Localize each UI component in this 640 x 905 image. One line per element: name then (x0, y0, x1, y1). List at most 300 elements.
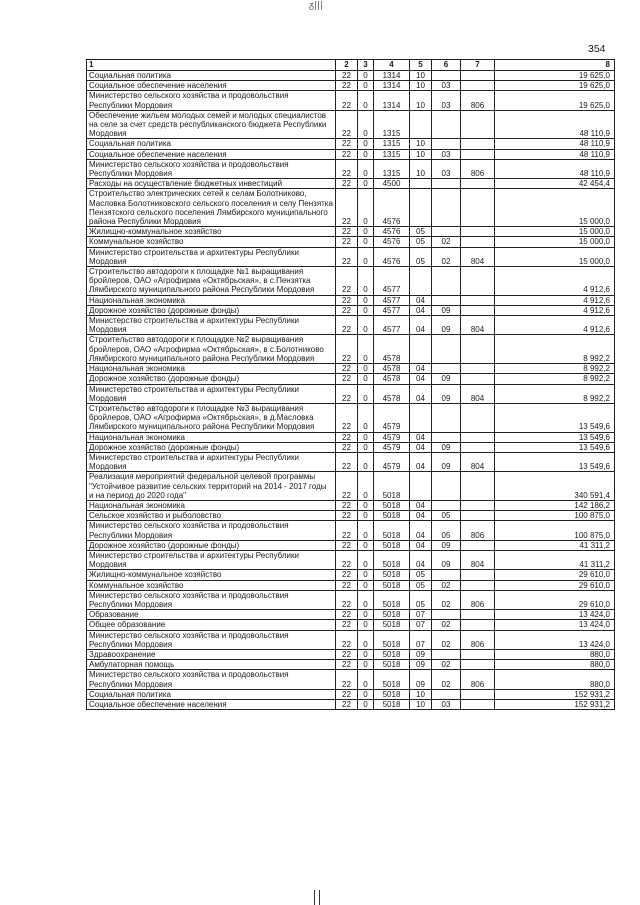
chapter-cell: 04 (410, 364, 432, 374)
amount-cell: 15 000,0 (495, 237, 615, 247)
table-row (87, 452, 615, 471)
section-code-cell: 22 (336, 500, 358, 510)
header-cell: 2 (336, 60, 358, 71)
target-article-cell: 4500 (374, 179, 410, 189)
subsection-code-cell: 0 (358, 316, 374, 335)
name-cell: Строительство автодороги к площадке №1 выращивания бройлеров, ОАО «Агрофирма «Октябрьская», в с.Пензятка Лямбирского муниципального района Республики Мордовия (87, 267, 336, 296)
table-row (87, 179, 615, 189)
header-cell: 6 (432, 60, 461, 71)
subchapter-cell (432, 295, 461, 305)
chapter-cell: 05 (410, 237, 432, 247)
ministry-code-cell (461, 364, 495, 374)
subsection-code-cell: 0 (358, 689, 374, 699)
amount-cell: 142 186,2 (495, 500, 615, 510)
target-article-cell: 5018 (374, 570, 410, 580)
table-row (87, 237, 615, 247)
top-page-mark: ᵹ||| (309, 1, 324, 11)
table-row (87, 335, 615, 364)
chapter-cell: 04 (410, 305, 432, 315)
section-code-cell: 22 (336, 580, 358, 590)
subsection-code-cell: 0 (358, 110, 374, 139)
subchapter-cell (432, 335, 461, 364)
subsection-code-cell: 0 (358, 81, 374, 91)
target-article-cell: 4576 (374, 189, 410, 227)
table-body (87, 71, 615, 710)
amount-cell: 15 000,0 (495, 227, 615, 237)
subchapter-cell (432, 610, 461, 620)
table-row (87, 384, 615, 403)
name-cell: Министерство строительства и архитектуры Республики Мордовия (87, 550, 336, 569)
header-cell: 8 (495, 60, 615, 71)
amount-cell: 29 610,0 (495, 580, 615, 590)
table-row (87, 403, 615, 432)
section-code-cell: 22 (336, 670, 358, 689)
subchapter-cell (432, 649, 461, 659)
subsection-code-cell: 0 (358, 179, 374, 189)
section-code-cell: 22 (336, 689, 358, 699)
chapter-cell: 04 (410, 540, 432, 550)
section-code-cell: 22 (336, 540, 358, 550)
amount-cell: 19 625,0 (495, 81, 615, 91)
subchapter-cell: 09 (432, 452, 461, 471)
amount-cell: 340 591,4 (495, 472, 615, 501)
amount-cell: 13 424,0 (495, 610, 615, 620)
subchapter-cell (432, 179, 461, 189)
target-article-cell: 5018 (374, 649, 410, 659)
ministry-code-cell (461, 511, 495, 521)
target-article-cell: 4576 (374, 227, 410, 237)
subsection-code-cell: 0 (358, 227, 374, 237)
subsection-code-cell: 0 (358, 432, 374, 442)
amount-cell: 13 549,6 (495, 403, 615, 432)
table-row (87, 149, 615, 159)
subchapter-cell (432, 570, 461, 580)
ministry-code-cell: 804 (461, 452, 495, 471)
table-row (87, 71, 615, 81)
target-article-cell: 1314 (374, 91, 410, 110)
name-cell: Социальная политика (87, 139, 336, 149)
table-row (87, 630, 615, 649)
chapter-cell: 04 (410, 442, 432, 452)
target-article-cell: 5018 (374, 540, 410, 550)
subsection-code-cell: 0 (358, 442, 374, 452)
subchapter-cell: 09 (432, 316, 461, 335)
table-row (87, 660, 615, 670)
subchapter-cell: 09 (432, 384, 461, 403)
amount-cell: 4 912,6 (495, 305, 615, 315)
chapter-cell: 05 (410, 570, 432, 580)
table-row (87, 91, 615, 110)
amount-cell: 41 311,2 (495, 540, 615, 550)
name-cell: Строительство электрических сетей к селам Болотниково, Масловка Болотниковского сельского поселения и селу Пензятка Пензятского сельского поселения Лямбирского муниципального района Республики Мордовия (87, 189, 336, 227)
subsection-code-cell: 0 (358, 267, 374, 296)
table-row (87, 374, 615, 384)
target-article-cell: 5018 (374, 590, 410, 609)
name-cell: Дорожное хозяйство (дорожные фонды) (87, 442, 336, 452)
table-row (87, 580, 615, 590)
subsection-code-cell: 0 (358, 580, 374, 590)
ministry-code-cell (461, 442, 495, 452)
name-cell: Здравоохранение (87, 649, 336, 659)
ministry-code-cell (461, 610, 495, 620)
section-code-cell: 22 (336, 189, 358, 227)
ministry-code-cell: 806 (461, 159, 495, 178)
amount-cell: 880,0 (495, 660, 615, 670)
section-code-cell: 22 (336, 403, 358, 432)
target-article-cell: 1314 (374, 81, 410, 91)
subsection-code-cell: 0 (358, 610, 374, 620)
subchapter-cell: 02 (432, 630, 461, 649)
amount-cell: 8 992,2 (495, 374, 615, 384)
name-cell: Национальная экономика (87, 364, 336, 374)
target-article-cell: 5018 (374, 610, 410, 620)
header-cell: 4 (374, 60, 410, 71)
ministry-code-cell (461, 237, 495, 247)
table-header (87, 60, 615, 71)
subchapter-cell: 02 (432, 580, 461, 590)
table-row (87, 432, 615, 442)
chapter-cell: 07 (410, 610, 432, 620)
amount-cell: 29 610,0 (495, 570, 615, 580)
section-code-cell: 22 (336, 660, 358, 670)
subchapter-cell: 03 (432, 700, 461, 710)
subchapter-cell (432, 432, 461, 442)
name-cell: Министерство сельского хозяйства и продовольствия Республики Мордовия (87, 630, 336, 649)
chapter-cell: 10 (410, 159, 432, 178)
name-cell: Министерство сельского хозяйства и продовольствия Республики Мордовия (87, 521, 336, 540)
subsection-code-cell: 0 (358, 540, 374, 550)
table-row (87, 689, 615, 699)
page-number: 354 (588, 43, 606, 55)
subchapter-cell (432, 71, 461, 81)
subchapter-cell: 02 (432, 237, 461, 247)
name-cell: Образование (87, 610, 336, 620)
table-row (87, 610, 615, 620)
subchapter-cell: 09 (432, 550, 461, 569)
subchapter-cell: 05 (432, 521, 461, 540)
section-code-cell: 22 (336, 590, 358, 609)
subsection-code-cell: 0 (358, 91, 374, 110)
subsection-code-cell: 0 (358, 384, 374, 403)
table-header-row (87, 60, 615, 71)
target-article-cell: 4577 (374, 316, 410, 335)
ministry-code-cell (461, 500, 495, 510)
target-article-cell: 5018 (374, 660, 410, 670)
chapter-cell: 04 (410, 452, 432, 471)
subsection-code-cell: 0 (358, 630, 374, 649)
amount-cell: 4 912,6 (495, 267, 615, 296)
ministry-code-cell (461, 149, 495, 159)
subchapter-cell: 03 (432, 91, 461, 110)
name-cell: Дорожное хозяйство (дорожные фонды) (87, 540, 336, 550)
chapter-cell: 05 (410, 247, 432, 266)
name-cell: Министерство сельского хозяйства и продовольствия Республики Мордовия (87, 159, 336, 178)
ministry-code-cell (461, 700, 495, 710)
ministry-code-cell (461, 227, 495, 237)
ministry-code-cell: 804 (461, 550, 495, 569)
section-code-cell: 22 (336, 649, 358, 659)
ministry-code-cell (461, 540, 495, 550)
section-code-cell: 22 (336, 570, 358, 580)
section-code-cell: 22 (336, 364, 358, 374)
chapter-cell: 04 (410, 384, 432, 403)
chapter-cell (410, 179, 432, 189)
name-cell: Социальная политика (87, 689, 336, 699)
subchapter-cell (432, 689, 461, 699)
section-code-cell: 22 (336, 305, 358, 315)
ministry-code-cell (461, 267, 495, 296)
subsection-code-cell: 0 (358, 649, 374, 659)
target-article-cell: 5018 (374, 511, 410, 521)
ministry-code-cell (461, 620, 495, 630)
section-code-cell: 22 (336, 550, 358, 569)
section-code-cell: 22 (336, 384, 358, 403)
table-row (87, 110, 615, 139)
target-article-cell: 4576 (374, 237, 410, 247)
target-article-cell: 4577 (374, 295, 410, 305)
chapter-cell: 10 (410, 149, 432, 159)
table-row (87, 442, 615, 452)
target-article-cell: 5018 (374, 670, 410, 689)
table-row (87, 364, 615, 374)
amount-cell: 880,0 (495, 649, 615, 659)
subsection-code-cell: 0 (358, 189, 374, 227)
subchapter-cell (432, 139, 461, 149)
subchapter-cell (432, 472, 461, 501)
name-cell: Национальная экономика (87, 432, 336, 442)
chapter-cell (410, 267, 432, 296)
chapter-cell: 04 (410, 511, 432, 521)
target-article-cell: 4578 (374, 384, 410, 403)
section-code-cell: 22 (336, 620, 358, 630)
section-code-cell: 22 (336, 81, 358, 91)
name-cell: Коммунальное хозяйство (87, 580, 336, 590)
name-cell: Жилищно-коммунальное хозяйство (87, 227, 336, 237)
ministry-code-cell: 806 (461, 670, 495, 689)
amount-cell: 13 424,0 (495, 620, 615, 630)
header-cell: 3 (358, 60, 374, 71)
ministry-code-cell (461, 295, 495, 305)
subsection-code-cell: 0 (358, 590, 374, 609)
subsection-code-cell: 0 (358, 500, 374, 510)
header-cell: 1 (87, 60, 336, 71)
subsection-code-cell: 0 (358, 71, 374, 81)
table-row (87, 590, 615, 609)
chapter-cell: 10 (410, 81, 432, 91)
target-article-cell: 1315 (374, 149, 410, 159)
ministry-code-cell (461, 403, 495, 432)
subsection-code-cell: 0 (358, 521, 374, 540)
chapter-cell: 07 (410, 620, 432, 630)
name-cell: Строительство автодороги к площадке №2 выращивания бройлеров, ОАО «Агрофирма «Октябрьская», в с.Болотниково Лямбирского муниципального района Республики Мордовия (87, 335, 336, 364)
section-code-cell: 22 (336, 149, 358, 159)
table-row (87, 670, 615, 689)
budget-table (86, 59, 615, 710)
subchapter-cell: 09 (432, 442, 461, 452)
name-cell: Общее образование (87, 620, 336, 630)
amount-cell: 48 110,9 (495, 139, 615, 149)
name-cell: Дорожное хозяйство (дорожные фонды) (87, 305, 336, 315)
name-cell: Дорожное хозяйство (дорожные фонды) (87, 374, 336, 384)
chapter-cell: 10 (410, 700, 432, 710)
subsection-code-cell: 0 (358, 374, 374, 384)
section-code-cell: 22 (336, 630, 358, 649)
subsection-code-cell: 0 (358, 295, 374, 305)
section-code-cell: 22 (336, 110, 358, 139)
chapter-cell: 04 (410, 521, 432, 540)
name-cell: Социальное обеспечение населения (87, 81, 336, 91)
name-cell: Министерство сельского хозяйства и продовольствия Республики Мордовия (87, 91, 336, 110)
name-cell: Жилищно-коммунальное хозяйство (87, 570, 336, 580)
amount-cell: 880,0 (495, 670, 615, 689)
section-code-cell: 22 (336, 610, 358, 620)
chapter-cell (410, 335, 432, 364)
subsection-code-cell: 0 (358, 247, 374, 266)
amount-cell: 8 992,2 (495, 384, 615, 403)
chapter-cell (410, 110, 432, 139)
subsection-code-cell: 0 (358, 660, 374, 670)
section-code-cell: 22 (336, 159, 358, 178)
section-code-cell: 22 (336, 374, 358, 384)
subchapter-cell: 02 (432, 620, 461, 630)
name-cell: Министерство строительства и архитектуры Республики Мордовия (87, 384, 336, 403)
table-row (87, 620, 615, 630)
section-code-cell: 22 (336, 511, 358, 521)
subsection-code-cell: 0 (358, 550, 374, 569)
subsection-code-cell: 0 (358, 452, 374, 471)
amount-cell: 19 625,0 (495, 91, 615, 110)
table-row (87, 511, 615, 521)
section-code-cell: 22 (336, 71, 358, 81)
chapter-cell (410, 472, 432, 501)
subchapter-cell: 03 (432, 149, 461, 159)
subchapter-cell: 05 (432, 511, 461, 521)
subchapter-cell (432, 500, 461, 510)
section-code-cell: 22 (336, 442, 358, 452)
amount-cell: 15 000,0 (495, 189, 615, 227)
target-article-cell: 4577 (374, 305, 410, 315)
target-article-cell: 4579 (374, 432, 410, 442)
section-code-cell: 22 (336, 139, 358, 149)
ministry-code-cell: 804 (461, 384, 495, 403)
target-article-cell: 5018 (374, 580, 410, 590)
chapter-cell: 04 (410, 374, 432, 384)
name-cell: Министерство строительства и архитектуры Республики Мордовия (87, 316, 336, 335)
header-cell: 7 (461, 60, 495, 71)
target-article-cell: 5018 (374, 550, 410, 569)
ministry-code-cell (461, 374, 495, 384)
amount-cell: 42 454,4 (495, 179, 615, 189)
target-article-cell: 4577 (374, 267, 410, 296)
chapter-cell: 10 (410, 139, 432, 149)
ministry-code-cell (461, 71, 495, 81)
target-article-cell: 5018 (374, 630, 410, 649)
ministry-code-cell: 806 (461, 521, 495, 540)
subchapter-cell: 09 (432, 374, 461, 384)
ministry-code-cell (461, 179, 495, 189)
amount-cell: 8 992,2 (495, 364, 615, 374)
subsection-code-cell: 0 (358, 670, 374, 689)
subchapter-cell (432, 227, 461, 237)
name-cell: Социальное обеспечение населения (87, 149, 336, 159)
header-cell: 5 (410, 60, 432, 71)
name-cell: Министерство строительства и архитектуры Республики Мордовия (87, 452, 336, 471)
chapter-cell: 09 (410, 660, 432, 670)
target-article-cell: 4579 (374, 442, 410, 452)
amount-cell: 152 931,2 (495, 689, 615, 699)
amount-cell: 8 992,2 (495, 335, 615, 364)
table-row (87, 316, 615, 335)
subsection-code-cell: 0 (358, 570, 374, 580)
chapter-cell: 04 (410, 432, 432, 442)
subsection-code-cell: 0 (358, 139, 374, 149)
subchapter-cell: 09 (432, 540, 461, 550)
subsection-code-cell: 0 (358, 472, 374, 501)
ministry-code-cell (461, 580, 495, 590)
chapter-cell: 04 (410, 500, 432, 510)
subsection-code-cell: 0 (358, 159, 374, 178)
section-code-cell: 22 (336, 179, 358, 189)
target-article-cell: 1315 (374, 159, 410, 178)
name-cell: Строительство автодороги к площадке №3 выращивания бройлеров, ОАО «Агрофирма «Октябрьская», в д.Масловка Лямбирского муниципального района Республики Мордовия (87, 403, 336, 432)
table-row (87, 649, 615, 659)
target-article-cell: 5018 (374, 620, 410, 630)
ministry-code-cell (461, 660, 495, 670)
subsection-code-cell: 0 (358, 620, 374, 630)
bottom-page-mark (314, 890, 320, 905)
table-row (87, 247, 615, 266)
target-article-cell: 4576 (374, 247, 410, 266)
amount-cell: 100 875,0 (495, 521, 615, 540)
subchapter-cell: 09 (432, 305, 461, 315)
section-code-cell: 22 (336, 521, 358, 540)
table-row (87, 159, 615, 178)
subchapter-cell: 02 (432, 670, 461, 689)
target-article-cell: 5018 (374, 521, 410, 540)
target-article-cell: 4579 (374, 403, 410, 432)
amount-cell: 15 000,0 (495, 247, 615, 266)
target-article-cell: 4578 (374, 374, 410, 384)
ministry-code-cell (461, 689, 495, 699)
ministry-code-cell: 804 (461, 316, 495, 335)
table-row (87, 500, 615, 510)
subsection-code-cell: 0 (358, 364, 374, 374)
target-article-cell: 4579 (374, 452, 410, 471)
table-row (87, 189, 615, 227)
ministry-code-cell: 806 (461, 590, 495, 609)
name-cell: Коммунальное хозяйство (87, 237, 336, 247)
chapter-cell: 10 (410, 71, 432, 81)
ministry-code-cell (461, 81, 495, 91)
chapter-cell: 04 (410, 550, 432, 569)
target-article-cell: 1315 (374, 110, 410, 139)
subchapter-cell (432, 110, 461, 139)
name-cell: Социальная политика (87, 71, 336, 81)
chapter-cell: 05 (410, 227, 432, 237)
name-cell: Амбулаторная помощь (87, 660, 336, 670)
chapter-cell: 10 (410, 689, 432, 699)
table-row (87, 550, 615, 569)
ministry-code-cell (461, 472, 495, 501)
name-cell: Национальная экономика (87, 500, 336, 510)
amount-cell: 13 424,0 (495, 630, 615, 649)
subsection-code-cell: 0 (358, 335, 374, 364)
name-cell: Министерство строительства и архитектуры Республики Мордовия (87, 247, 336, 266)
section-code-cell: 22 (336, 700, 358, 710)
ministry-code-cell (461, 305, 495, 315)
table-row (87, 81, 615, 91)
subsection-code-cell: 0 (358, 237, 374, 247)
